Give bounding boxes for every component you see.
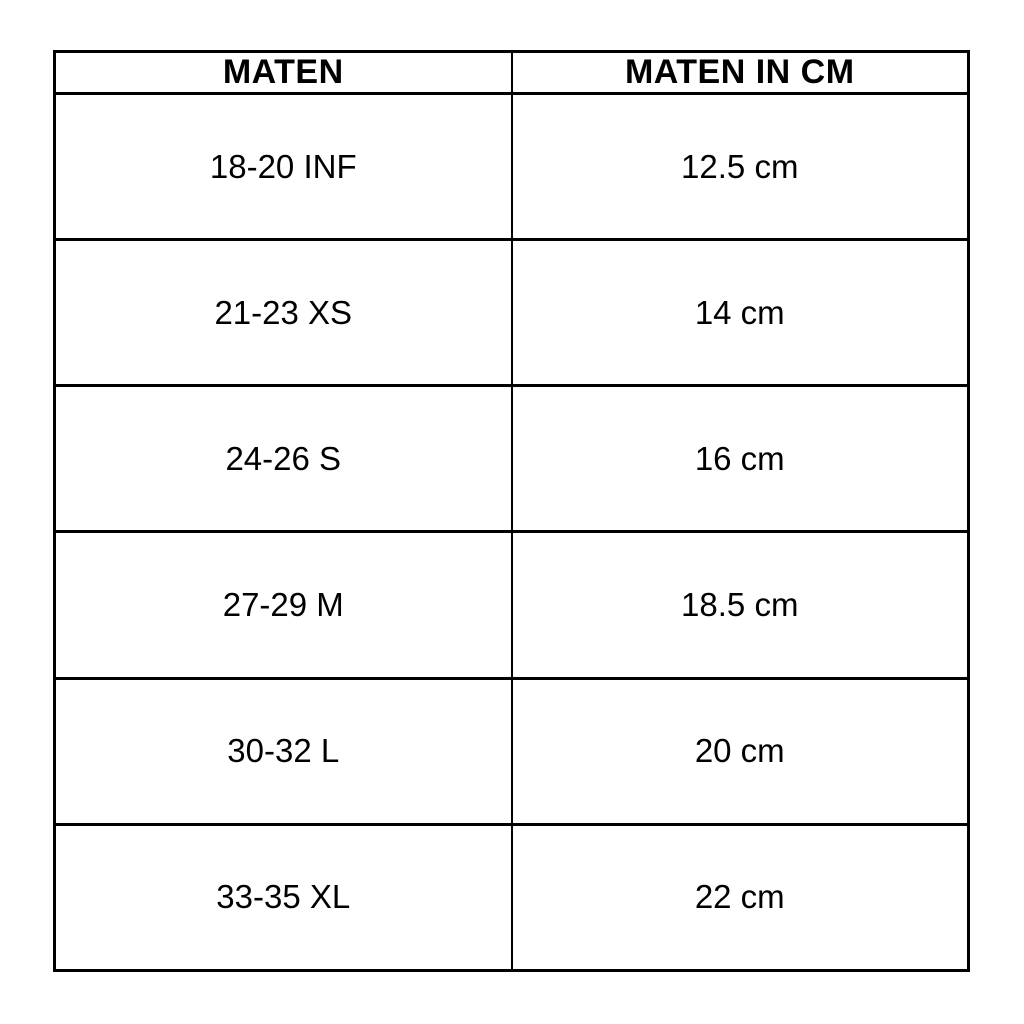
- size-cell: 27-29 M: [55, 532, 512, 678]
- cm-cell: 20 cm: [512, 678, 969, 824]
- header-maten: MATEN: [55, 52, 512, 94]
- size-cell: 33-35 XL: [55, 824, 512, 970]
- cm-cell: 16 cm: [512, 386, 969, 532]
- cm-cell: 18.5 cm: [512, 532, 969, 678]
- size-table: [53, 50, 970, 972]
- cm-cell: 14 cm: [512, 240, 969, 386]
- table-row: [55, 678, 969, 824]
- cm-cell: 12.5 cm: [512, 94, 969, 240]
- size-cell: 18-20 INF: [55, 94, 512, 240]
- size-cell: 24-26 S: [55, 386, 512, 532]
- table-row: [55, 824, 969, 970]
- size-cell: 30-32 L: [55, 678, 512, 824]
- table-row: [55, 240, 969, 386]
- table-row: [55, 532, 969, 678]
- size-cell: 21-23 XS: [55, 240, 512, 386]
- table-row: [55, 94, 969, 240]
- header-maten-in-cm: MATEN IN CM: [512, 52, 969, 94]
- table-row: [55, 386, 969, 532]
- cm-cell: 22 cm: [512, 824, 969, 970]
- table-header-row: [55, 52, 969, 94]
